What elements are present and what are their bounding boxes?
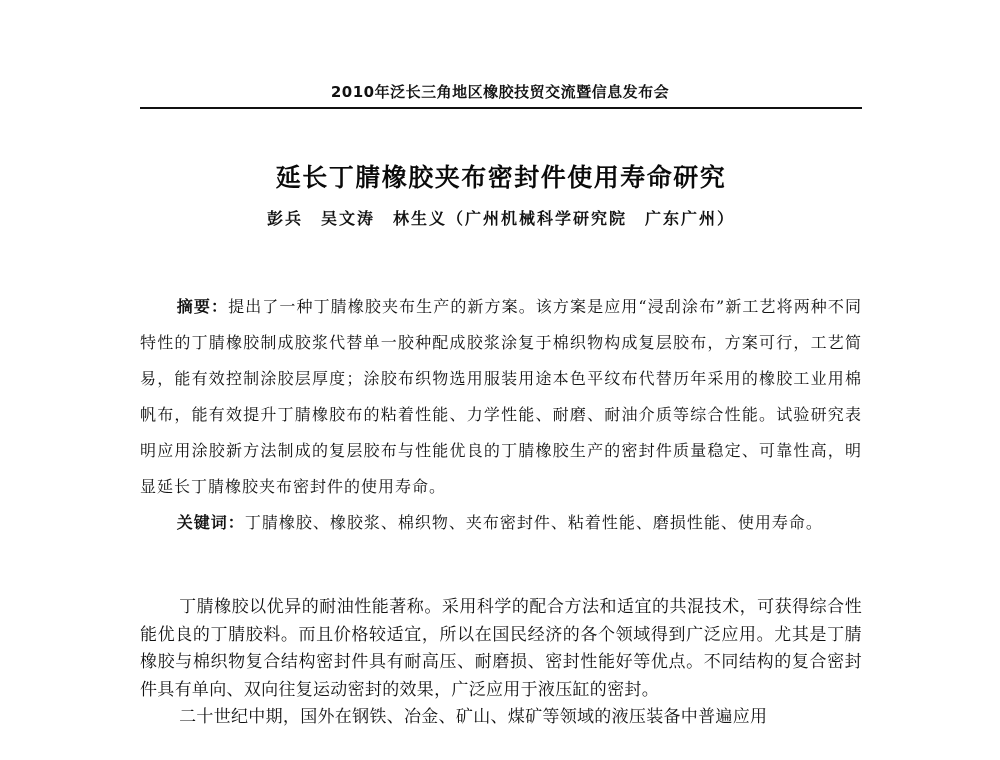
- keywords-text: 丁腈橡胶、橡胶浆、棉织物、夹布密封件、粘着性能、磨损性能、使用寿命。: [244, 513, 823, 532]
- abstract-text: 提出了一种丁腈橡胶夹布生产的新方案。该方案是应用“浸刮涂布”新工艺将两种不同特性的丁腈橡胶制成胶浆代替单一胶种配成胶浆涂复于棉织物构成复层胶布，方案可行，工艺简易，能有效控制涂胶层厚度；涂胶布织物选用服装用途本色平纹布代替历年采用的橡胶工业用棉帆布，能有效提升丁腈橡胶布的粘着性能、力学性能、耐磨、耐油介质等综合性能。试验研究表明应用涂胶新方法制成的复层胶布与性能优良的丁腈橡胶生产的密封件质量稳定、可靠性高，明显延长丁腈橡胶夹布密封件的使用寿命。: [140, 297, 862, 496]
- author-line: 彭兵 吴文涛 林生义（广州机械科学研究院 广东广州）: [266, 209, 735, 228]
- abstract-label: 摘要：: [176, 297, 229, 316]
- abstract-section: [140, 289, 862, 541]
- running-head: 2010年泛长三角地区橡胶技贸交流暨信息发布会: [330, 83, 670, 101]
- body-paragraph: 二十世纪中期，国外在钢铁、冶金、矿山、煤矿等领域的液压装备中普遍应用: [179, 707, 768, 727]
- abstract-paragraph: [140, 289, 862, 505]
- article-title: 延长丁腈橡胶夹布密封件使用寿命研究: [275, 163, 727, 192]
- body-paragraph: 丁腈橡胶以优异的耐油性能著称。采用科学的配合方法和适宜的共混技术，可获得综合性能优良的丁腈胶料。而且价格较适宜，所以在国民经济的各个领域得到广泛应用。尤其是丁腈橡胶与棉织物复合结构密封件具有耐高压、耐磨损、密封性能好等优点。不同结构的复合密封件具有单向、双向往复运动密封的效果，广泛应用于液压缸的密封。: [140, 597, 862, 700]
- header-rule: [140, 107, 862, 109]
- keywords-paragraph: [140, 505, 862, 541]
- body-section: [140, 594, 862, 732]
- keywords-label: 关键词：: [176, 513, 245, 532]
